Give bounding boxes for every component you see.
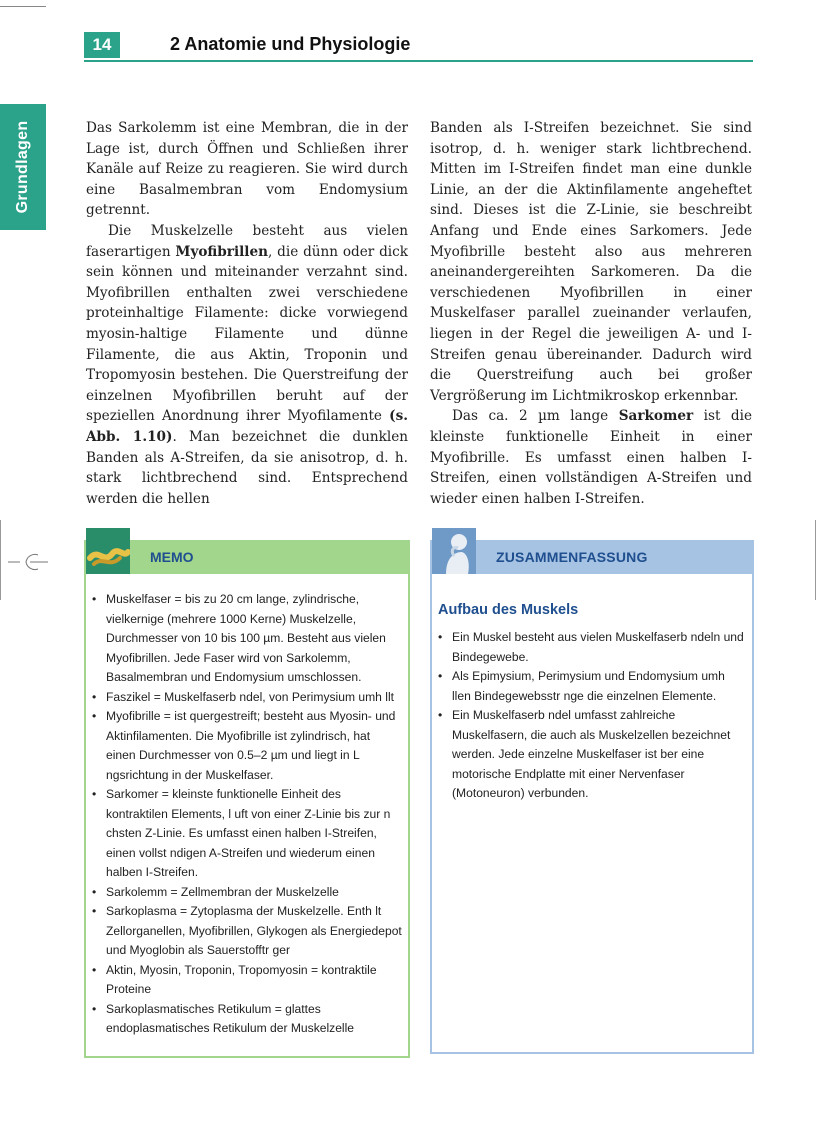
paragraph: Banden als I-Streifen bezeichnet. Sie sind isotrop, d. h. weniger stark lichtbrechend. Mitten im I-Streifen findet man eine dunkle Linie, an der die Aktinfilamente angeheftet sind. Dieses ist die Z-Linie, sie beschreibt Anfang und Ende eines Sarkomers. Jede Myofibrille besteht also aus mehreren aneinandergereihten Sarkomeren. Da die verschiedenen Myofibrillen in einer Muskelfaser parallel zueinander verlaufen, liegen in der Regel die jeweiligen A- und I-Streifen genau übereinander. Dadurch wird die Querstreifung auch bei großer Vergrößerung im Lichtmikroskop erkennbar. [430, 120, 752, 404]
body-column-left [86, 118, 408, 509]
summary-box [430, 540, 754, 1054]
list-item: • Sarkoplasmatisches Retikulum = glattes endoplasmatisches Retikulum der Muskelzelle [90, 1000, 402, 1039]
paragraph: Die Muskelzelle besteht aus vielen faserartigen Myofibrillen, die dünn oder dick sein können und miteinander verzahnt sind. Myofibrillen enthalten zwei verschiedene proteinhaltige Filamente: dicke vorwiegend myosin-haltige Filamente und dünne Filamente, die aus Aktin, Troponin und Tropomyosin bestehen. Die Querstreifung der einzelnen Myofibrillen beruht auf der speziellen Anordnung ihrer Myofilamente (s. Abb. 1.10). Man bezeichnet die dunklen Banden als A-Streifen, da sie anisotrop, d. h. stark lichtbrechend sind. Entsprechend werden die hellen [86, 222, 409, 507]
page-number: 14 [84, 32, 120, 58]
chapter-title: 2 Anatomie und Physiologie [170, 34, 411, 54]
list-item: • Ein Muskelfaserb ndel umfasst zahlreiche Muskelfasern, die auch als Muskelzellen bezeichnet werden. Jede einzelne Muskelfaser ist ber eine motorische Endplatte mit einer Nervenfaser (Motoneuron) verbunden. [436, 706, 746, 804]
list-item: • Ein Muskel besteht aus vielen Muskelfaserb ndeln und Bindegewebe. [436, 628, 746, 667]
summary-title: ZUSAMMENFASSUNG [496, 549, 648, 565]
crop-mark-top-left [0, 6, 46, 7]
thinker-icon [432, 528, 476, 574]
list-item: • Sarkoplasma = Zytoplasma der Muskelzelle. Enth lt Zellorganellen, Myofibrillen, Glykogen als Energiedepot und Myoglobin als Sauerstofftr ger [90, 902, 402, 961]
memo-title: MEMO [150, 549, 194, 565]
list-item: • Sarkolemm = Zellmembran der Muskelzelle [90, 883, 402, 903]
knot-icon [86, 528, 130, 574]
registration-mark-icon [8, 552, 48, 572]
header-rule [84, 60, 753, 62]
figure-reference[interactable]: (s. Abb. 1.10) [86, 408, 408, 445]
paragraph: Das Sarkolemm ist eine Membran, die in der Lage ist, durch Öffnen und Schließen ihrer Kanäle auf Reize zu reagieren. Sie wird durch eine Basalmembran vom Endomysium getrennt. [86, 120, 408, 219]
list-item: • Aktin, Myosin, Troponin, Tropomyosin = kontraktile Proteine [90, 961, 402, 1000]
memo-box [84, 540, 410, 1058]
list-item: • Faszikel = Muskelfaserb ndel, von Perimysium umh llt [90, 688, 402, 708]
memo-header [86, 542, 408, 574]
summary-list [436, 628, 746, 804]
memo-list [90, 590, 402, 1039]
list-item: • Muskelfaser = bis zu 20 cm lange, zylindrische, vielkernige (mehrere 1000 Kerne) Muskelzelle, Durchmesser von 10 bis 100 µm. Besteht aus vielen Myofibrillen. Jede Faser wird von Sarkolemm, Basalmembran und Endomysium umschlossen. [90, 590, 402, 688]
body-column-right [430, 118, 752, 509]
paragraph: Das ca. 2 µm lange Sarkomer ist die kleinste funktionelle Einheit in einer Myofibrille. Es umfasst einen halben I-Streifen, einen vollständigen A-Streifen und wieder einen halben I-Streifen. [430, 408, 752, 507]
crop-mark-left-upper [0, 520, 1, 600]
list-item: • Als Epimysium, Perimysium und Endomysium umh llen Bindegewebsstr nge die einzelnen Elemente. [436, 667, 746, 706]
term-myofibrillen: Myofibrillen [175, 243, 268, 260]
side-tab [0, 104, 46, 230]
list-item: • Myofibrille = ist quergestreift; besteht aus Myosin- und Aktinfilamenten. Die Myofibrille ist zylindrisch, hat einen Durchmesser von 0.5–2 µm und liegt in L ngsrichtung in der Muskelfaser. [90, 707, 402, 785]
side-tab-label: Grundlagen [14, 120, 31, 214]
summary-subtitle: Aufbau des Muskels [438, 602, 579, 618]
list-item: • Sarkomer = kleinste funktionelle Einheit des kontraktilen Elements, l uft von einer Z-Linie bis zur n chsten Z-Linie. Es umfasst einen halben I-Streifen, einen vollst ndigen A-Streifen und wiederum einen halben I-Streifen. [90, 785, 402, 883]
term-sarkomer: Sarkomer [618, 408, 694, 425]
